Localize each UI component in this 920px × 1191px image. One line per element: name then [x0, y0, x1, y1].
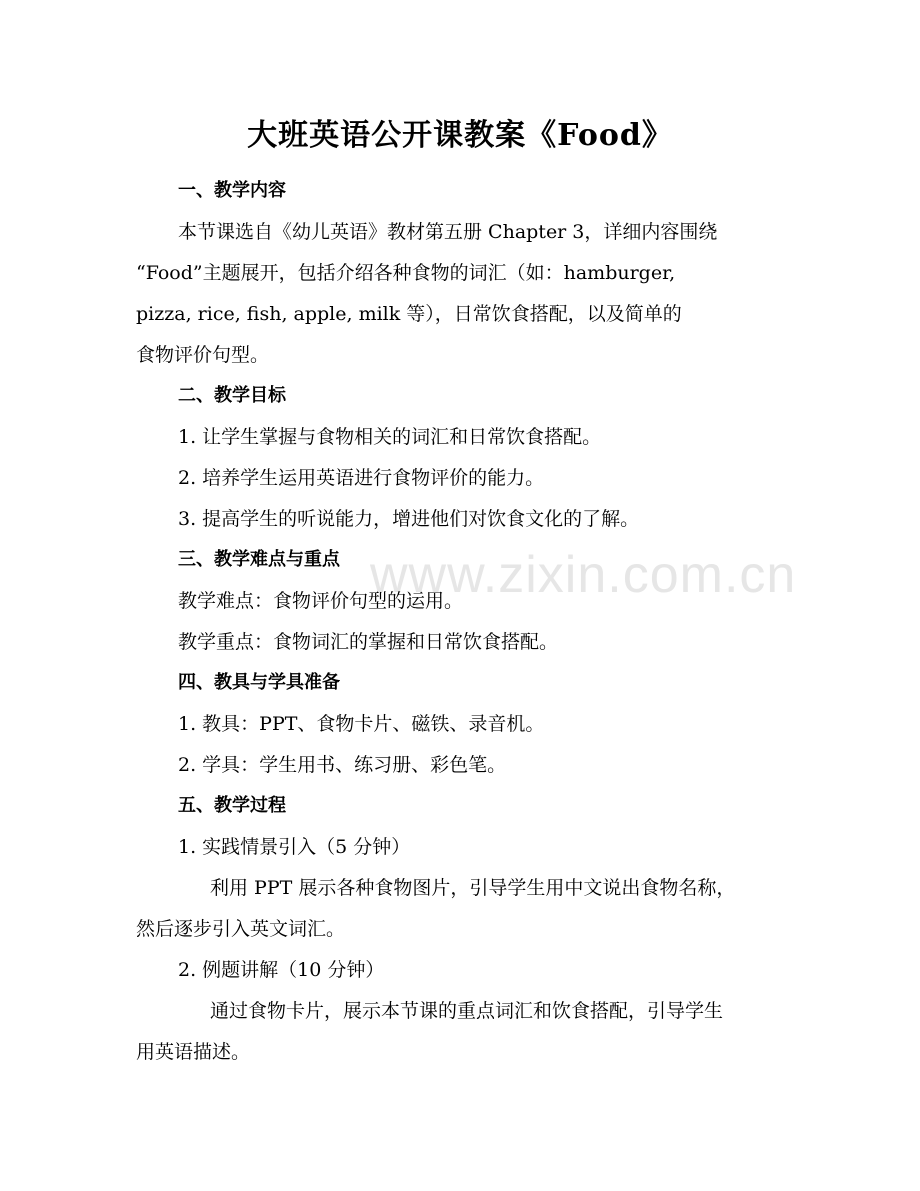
paragraph-line: 食物评价句型。: [136, 344, 270, 366]
step-title: 1. 实践情景引入（5 分钟）: [178, 836, 411, 858]
focus-text: 教学重点：食物词汇的掌握和日常饮食搭配。: [178, 631, 559, 653]
section-heading-process: 五、教学过程: [178, 795, 286, 816]
section-heading-objectives: 二、教学目标: [178, 385, 286, 406]
list-item: 2. 培养学生运用英语进行食物评价的能力。: [178, 467, 545, 489]
paragraph-line: 本节课选自《幼儿英语》教材第五册 Chapter 3，详细内容围绕: [178, 221, 718, 243]
paragraph-line: 利用 PPT 展示各种食物图片，引导学生用中文说出食物名称，: [210, 877, 736, 899]
section-heading-content: 一、教学内容: [178, 180, 286, 201]
section-heading-materials: 四、教具与学具准备: [178, 672, 340, 693]
list-item: 2. 学具：学生用书、练习册、彩色笔。: [178, 754, 507, 776]
section-heading-difficulties: 三、教学难点与重点: [178, 549, 340, 570]
watermark: www.zixin.com.cn: [370, 546, 797, 604]
paragraph-line: 用英语描述。: [136, 1041, 251, 1063]
paragraph-line: 通过食物卡片，展示本节课的重点词汇和饮食搭配，引导学生: [210, 1000, 724, 1022]
step-title: 2. 例题讲解（10 分钟）: [178, 959, 385, 981]
difficulty-text: 教学难点：食物评价句型的运用。: [178, 590, 464, 612]
list-item: 1. 教具：PPT、食物卡片、磁铁、录音机。: [178, 713, 545, 735]
list-item: 3. 提高学生的听说能力，增进他们对饮食文化的了解。: [178, 508, 640, 530]
list-item: 1. 让学生掌握与食物相关的词汇和日常饮食搭配。: [178, 426, 602, 448]
paragraph-line: 然后逐步引入英文词汇。: [136, 918, 346, 940]
paragraph-line: pizza, rice, fish, apple, milk 等），日常饮食搭配，以及简单的: [136, 303, 682, 325]
page-title: 大班英语公开课教案《Food》: [247, 118, 673, 153]
paragraph-line: “Food”主题展开，包括介绍各种食物的词汇（如：hamburger,: [136, 262, 676, 284]
